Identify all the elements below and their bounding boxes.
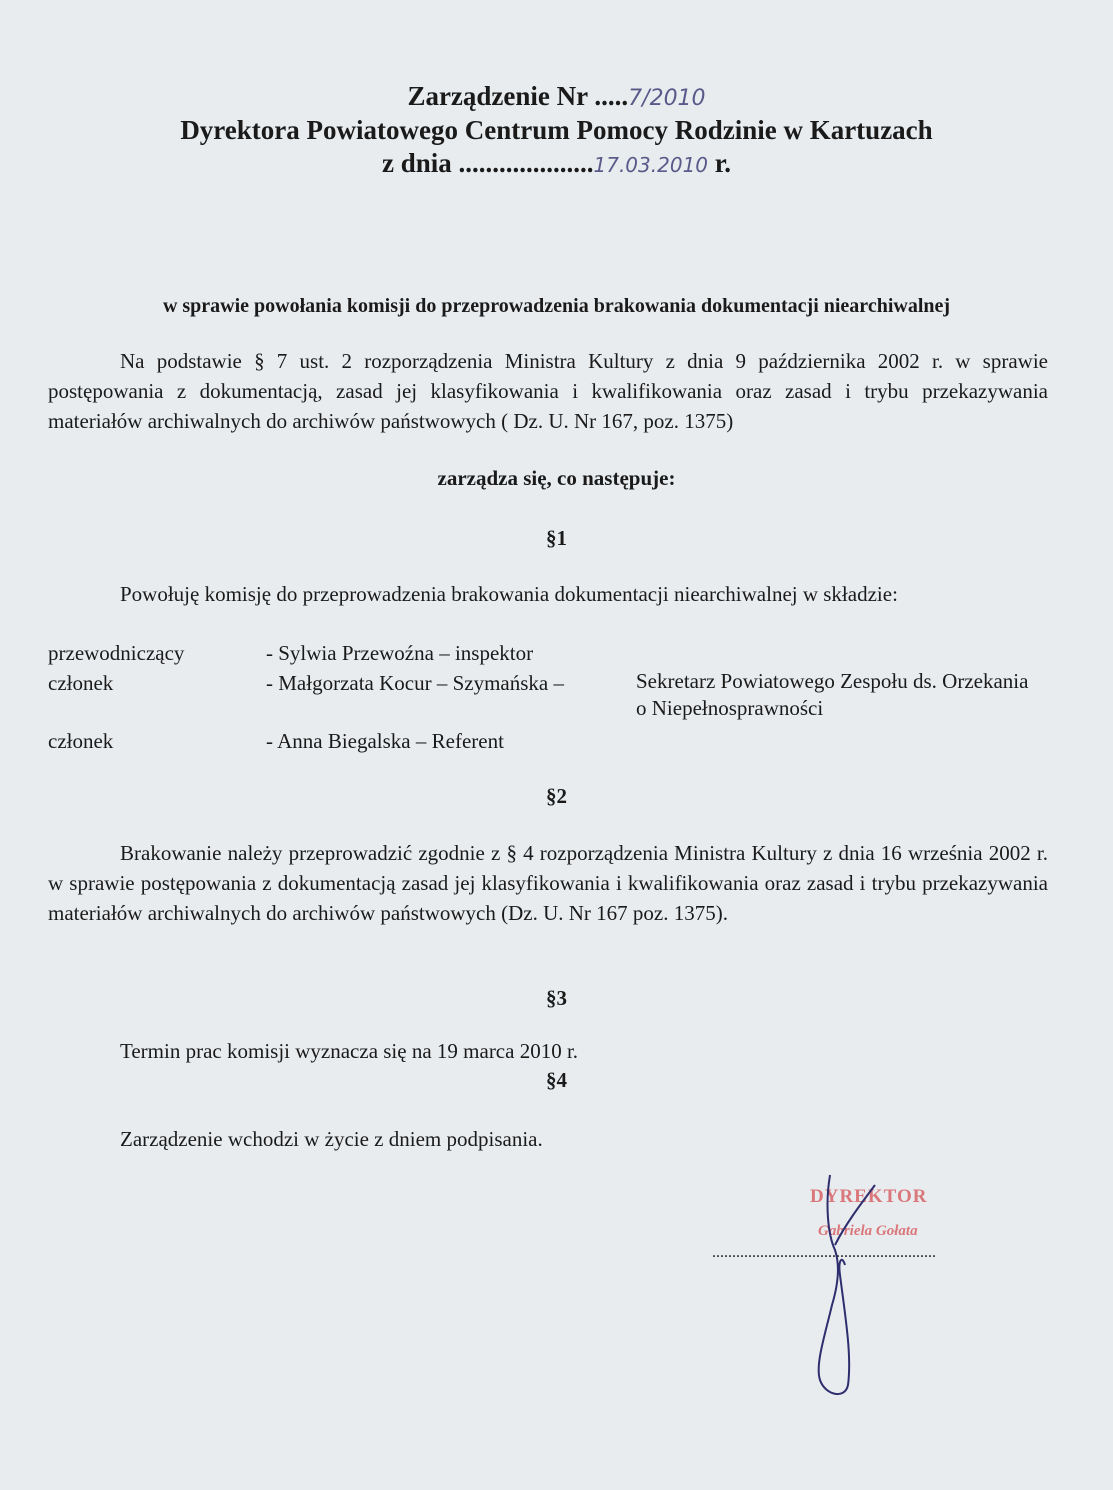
date-prefix: z dnia .................... [381,148,594,178]
subject-line: w sprawie powołania komisji do przeprowadzenia brakowania dokumentacji niearchiwalnej [162,295,951,317]
section-1-text [48,579,1048,609]
preamble-text: Na podstawie § 7 ust. 2 rozporządzenia Ministra Kultury z dnia 9 października 2002 r. w sprawie postępowania z dokumentacją, zasad jej klasyfikowania i kwalifikowania oraz zasad i trybu przekazywania materiałów archiwalnych do archiwów państwowych ( Dz. U. Nr 167, poz. 1375) [48,349,1048,433]
decree-line: zarządza się, co następuje: [437,466,676,490]
committee-row [48,726,1068,756]
date-suffix: r. [714,148,732,178]
committee-role: członek [48,671,114,695]
section-4-text: Zarządzenie wchodzi w życie z dniem podpisania. [120,1127,543,1151]
committee-role: członek [48,729,114,753]
section-3-label: §3 [546,986,567,1010]
preamble [48,346,1048,436]
document-title [0,80,1113,115]
section-2-label: §2 [546,784,567,808]
signature-dots: ........................................................ [712,1244,936,1261]
section-2-content: Brakowanie należy przeprowadzić zgodnie z § 4 rozporządzenia Ministra Kultury z dnia 16 września 2002 r. w sprawie postępowania z dokumentacją zasad jej klasyfikowania i kwalifikowania oraz zasad i trybu przekazywania materiałów archiwalnych do archiwów państwowych (Dz. U. Nr 167 poz. 1375). [48,841,1048,925]
committee-list [48,638,1068,756]
stamp-title: DYREKTOR [810,1186,928,1207]
committee-person: - Sylwia Przewoźna – inspektor [266,641,534,665]
handwritten-number: 7/2010 [628,86,706,111]
committee-role: przewodniczący [48,641,185,665]
section-4-label: §4 [546,1068,567,1092]
committee-row [48,638,1068,668]
signature-icon [790,1165,920,1405]
document-date [0,147,1113,182]
committee-person: - Anna Biegalska – Referent [266,729,504,753]
section-3-text: Termin prac komisji wyznacza się na 19 marca 2010 r. [120,1039,579,1063]
stamp-name: Gabriela Gołata [818,1223,918,1239]
section-2-text [48,838,1048,928]
committee-person: - Małgorzata Kocur – Szymańska – [266,671,564,695]
section-1-content: Powołuję komisję do przeprowadzenia brakowania dokumentacji niearchiwalnej w składzie: [120,582,898,606]
committee-row [48,668,1068,726]
title-text: Zarządzenie Nr ..... [407,81,629,111]
document-subtitle: Dyrektora Powiatowego Centrum Pomocy Rodzinie w Kartuzach [180,115,933,145]
committee-note: Sekretarz Powiatowego Zespołu ds. Orzekania o Niepełnosprawności [636,669,1029,720]
handwritten-date: 17.03.2010 [593,153,709,177]
section-1-label: §1 [546,526,567,550]
